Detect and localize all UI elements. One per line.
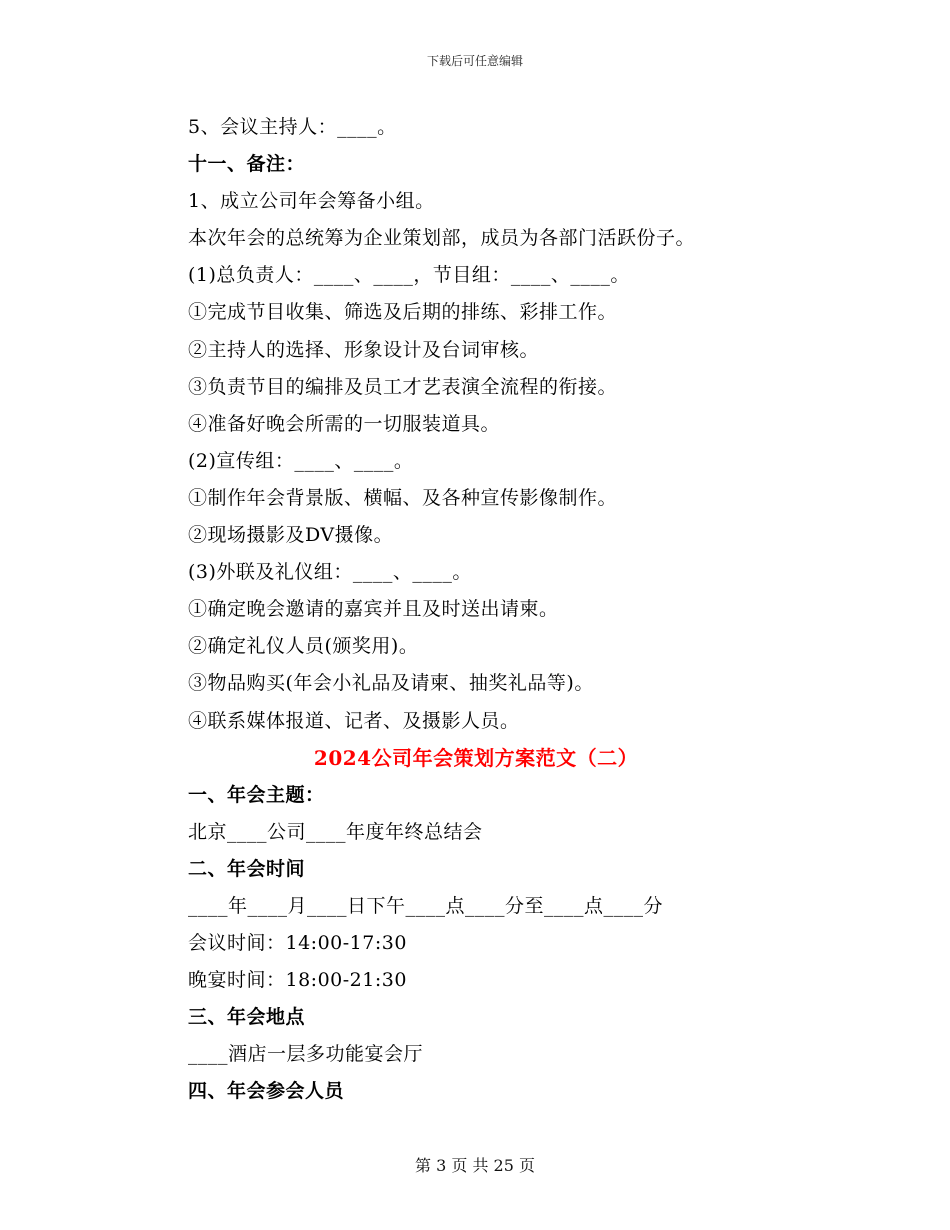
paragraph-line: ①完成节目收集、筛选及后期的排练、彩排工作。 xyxy=(188,301,618,324)
paragraph-line: 5、会议主持人：____。 xyxy=(188,116,397,138)
paragraph-line: (2)宣传组：____、____。 xyxy=(188,449,414,472)
paragraph-line: 会议时间：14:00-17:30 xyxy=(188,932,407,955)
paragraph-line: ③负责节目的编排及员工才艺表演全流程的衔接。 xyxy=(188,375,618,398)
section-heading: 一、年会主题： xyxy=(188,783,325,806)
section-title: 2024公司年会策划方案范文（二） xyxy=(313,745,639,770)
page-footer: 第 3 页 共 25 页 xyxy=(415,1156,535,1175)
page-header: 下载后可任意编辑 xyxy=(426,54,523,68)
paragraph-line: ②现场摄影及DV摄像。 xyxy=(188,524,394,547)
paragraph-line: 晚宴时间：18:00-21:30 xyxy=(188,969,407,992)
section-heading: 三、年会地点 xyxy=(188,1006,306,1029)
paragraph-line: 1、成立公司年会筹备小组。 xyxy=(188,190,435,213)
section-heading: 二、年会时间 xyxy=(188,857,306,880)
paragraph-line: ____年____月____日下午____点____分至____点____分 xyxy=(188,894,664,917)
paragraph-line: 北京____公司____年度年终总结会 xyxy=(188,820,483,843)
paragraph-line: ④准备好晚会所需的一切服装道具。 xyxy=(188,412,501,435)
paragraph-line: ____酒店一层多功能宴会厅 xyxy=(188,1043,424,1066)
paragraph-line: 本次年会的总统筹为企业策划部，成员为各部门活跃份子。 xyxy=(188,227,696,250)
paragraph-line: ④联系媒体报道、记者、及摄影人员。 xyxy=(188,709,520,732)
document-body xyxy=(188,109,788,1111)
paragraph-line: ③物品购买(年会小礼品及请柬、抽奖礼品等)。 xyxy=(188,672,594,695)
paragraph-line: (1)总负责人：____、____，节目组：____、____。 xyxy=(188,264,630,287)
section-heading: 四、年会参会人员 xyxy=(188,1080,345,1103)
section-heading: 十一、备注： xyxy=(188,153,306,176)
paragraph-line: ①制作年会背景版、横幅、及各种宣传影像制作。 xyxy=(188,486,618,509)
paragraph-line: ②确定礼仪人员(颁奖用)。 xyxy=(188,635,419,658)
paragraph-line: ①确定晚会邀请的嘉宾并且及时送出请柬。 xyxy=(188,598,559,621)
paragraph-line: (3)外联及礼仪组：____、____。 xyxy=(188,561,472,584)
paragraph-line: ②主持人的选择、形象设计及台词审核。 xyxy=(188,338,540,361)
